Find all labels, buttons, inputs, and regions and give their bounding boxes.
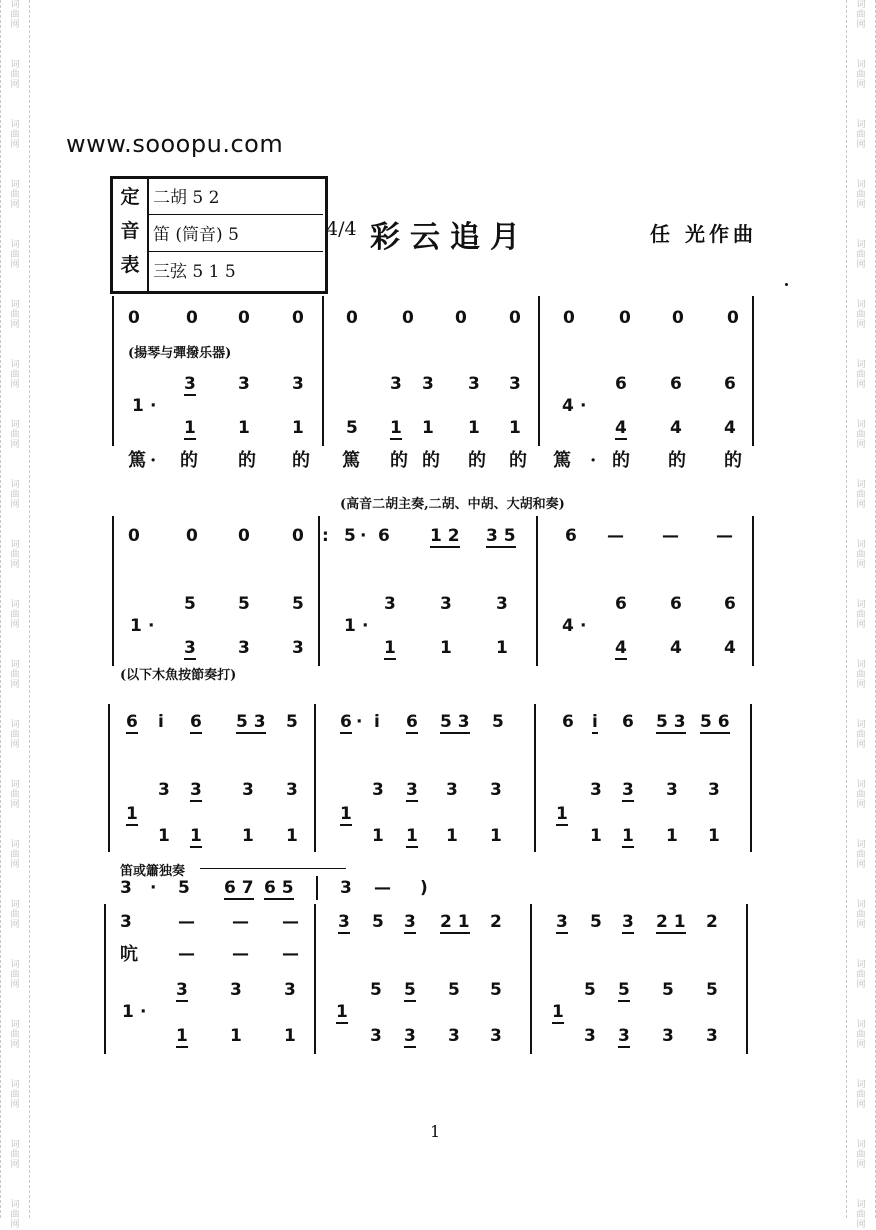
note-lower: 1 — [158, 826, 170, 846]
dot: · — [362, 616, 369, 636]
watermark-mark: 词 曲 网 — [10, 1020, 20, 1050]
watermark-mark: 词 曲 网 — [856, 0, 866, 30]
barline — [750, 704, 752, 852]
note-upper: 3 — [184, 374, 196, 394]
note-lower: 1 — [446, 826, 458, 846]
barline — [534, 704, 536, 852]
watermark-mark: 词 曲 网 — [856, 240, 866, 270]
note: i — [592, 712, 598, 732]
note-lower: 1 — [622, 826, 634, 846]
lyric-syllable: 的 — [238, 450, 256, 471]
note-lower: 3 — [370, 1026, 382, 1046]
watermark-mark: 词 曲 网 — [856, 780, 866, 810]
note-lower: 1 — [509, 418, 521, 438]
lyric-syllable: 的 — [724, 450, 742, 471]
note: 2 1 — [440, 912, 470, 932]
note: — — [607, 526, 624, 546]
note: 0 — [238, 308, 250, 328]
lyric-syllable: 篤 — [553, 450, 571, 471]
note-lower: 1 — [384, 638, 396, 658]
watermark-mark: 词 曲 网 — [10, 600, 20, 630]
note-lower: 4 — [670, 418, 682, 438]
lyric-syllable: · — [590, 450, 597, 471]
note: 3 — [556, 912, 568, 932]
lyric-syllable: 的 — [422, 450, 440, 471]
note-lower: 3 — [238, 638, 250, 658]
note-upper: 3 — [390, 374, 402, 394]
dot: · — [140, 1002, 147, 1022]
lyric-syllable: 的 — [292, 450, 310, 471]
watermark-mark: 词 曲 网 — [856, 180, 866, 210]
tuning-table — [110, 176, 328, 294]
barline — [314, 904, 316, 1054]
barline — [752, 516, 754, 666]
note: 3 — [340, 878, 352, 898]
note-upper: 3 — [284, 980, 296, 1000]
note-upper: 3 — [666, 780, 678, 800]
lyric-syllable: 吭 — [120, 944, 138, 965]
lyric-syllable: 的 — [509, 450, 527, 471]
note: 2 1 — [656, 912, 686, 932]
tuning-label-char: 表 — [120, 254, 140, 276]
barline — [314, 704, 316, 852]
watermark-mark: 词 曲 网 — [10, 780, 20, 810]
note: 6 — [190, 712, 202, 732]
note: 0 — [186, 308, 198, 328]
note-upper: 5 — [370, 980, 382, 1000]
watermark-mark: 词 曲 网 — [10, 1200, 20, 1230]
note-upper: 5 — [184, 594, 196, 614]
dash-mark: — — [232, 944, 249, 964]
tuning-label — [113, 179, 149, 291]
system-brace — [112, 296, 114, 446]
note-lower: 1 — [590, 826, 602, 846]
note-lower: 3 — [448, 1026, 460, 1046]
note: i — [374, 712, 380, 732]
watermark-mark: 词 曲 网 — [856, 120, 866, 150]
note-upper: 3 — [468, 374, 480, 394]
watermark-mark: 词 曲 网 — [856, 540, 866, 570]
page-number: 1 — [430, 1122, 441, 1141]
watermark-mark: 词 曲 网 — [10, 480, 20, 510]
note: : — [322, 526, 329, 546]
note-upper: 3 — [622, 780, 634, 800]
note: 5 — [372, 912, 384, 932]
note-upper: 3 — [509, 374, 521, 394]
note-upper: 3 — [242, 780, 254, 800]
note-lead: 4 — [562, 396, 574, 416]
time-signature: 4/4 — [326, 218, 357, 240]
watermark-mark: 词 曲 网 — [856, 960, 866, 990]
note: 6 — [126, 712, 138, 732]
note: — — [232, 912, 249, 932]
note-lower: 3 — [584, 1026, 596, 1046]
note-upper: 3 — [292, 374, 304, 394]
note-lead: 1 — [344, 616, 356, 636]
note-lower: 1 — [242, 826, 254, 846]
note-lower: 1 — [406, 826, 418, 846]
barline — [316, 876, 318, 900]
note: 6 — [562, 712, 574, 732]
lyric-syllable: 的 — [180, 450, 198, 471]
watermark-mark: 词 曲 网 — [856, 1200, 866, 1230]
annotation-woodfish: (以下木魚按節奏打) — [120, 668, 237, 683]
note-lower: 3 — [706, 1026, 718, 1046]
note: · — [356, 712, 363, 732]
watermark-mark: 词 曲 网 — [10, 900, 20, 930]
watermark-mark: 词 曲 网 — [10, 1080, 20, 1110]
note: — — [178, 912, 195, 932]
note-lower: 1 — [286, 826, 298, 846]
barline — [746, 904, 748, 1054]
note-upper: 3 — [440, 594, 452, 614]
watermark-mark: 词 曲 网 — [10, 240, 20, 270]
note-lower: 3 — [618, 1026, 630, 1046]
note: 0 — [186, 526, 198, 546]
note-upper: 3 — [406, 780, 418, 800]
note-lower: 1 — [184, 418, 196, 438]
tuning-label-char: 定 — [120, 186, 140, 208]
lyric-syllable: 的 — [668, 450, 686, 471]
note-lower: 4 — [724, 418, 736, 438]
note: 2 — [706, 912, 718, 932]
note: 6 — [622, 712, 634, 732]
note: 3 — [622, 912, 634, 932]
watermark-mark: 词 曲 网 — [10, 60, 20, 90]
note-lower: 3 — [490, 1026, 502, 1046]
dot: · — [150, 396, 157, 416]
note: 0 — [128, 526, 140, 546]
note: 1 2 — [430, 526, 460, 546]
note-upper: 5 — [706, 980, 718, 1000]
note-upper: 3 — [422, 374, 434, 394]
note-lower: 1 — [176, 1026, 188, 1046]
note-upper: 3 — [158, 780, 170, 800]
note: 0 — [292, 526, 304, 546]
note: 5 — [590, 912, 602, 932]
watermark-mark: 词 曲 网 — [10, 360, 20, 390]
watermark-mark: 词 曲 网 — [10, 1140, 20, 1170]
note-lower: 4 — [670, 638, 682, 658]
note-lower: 1 — [292, 418, 304, 438]
note: 0 — [672, 308, 684, 328]
watermark-mark: 词 曲 网 — [10, 180, 20, 210]
note: — — [716, 526, 733, 546]
note-upper: 3 — [496, 594, 508, 614]
right-watermark-strip — [846, 0, 876, 1230]
note-upper: 6 — [670, 594, 682, 614]
system-brace — [112, 516, 114, 666]
dot: · — [580, 616, 587, 636]
note: — — [662, 526, 679, 546]
slur-line — [200, 868, 346, 869]
note-lower: 3 — [404, 1026, 416, 1046]
note-upper: 5 — [448, 980, 460, 1000]
note-upper: 5 — [238, 594, 250, 614]
note-upper: 6 — [724, 374, 736, 394]
note-upper: 3 — [490, 780, 502, 800]
note-lead: 4 — [562, 616, 574, 636]
annotation-percussion: (揚琴与彈撥乐器) — [128, 346, 232, 361]
note: 6 7 — [224, 878, 254, 898]
note: 6 5 — [264, 878, 294, 898]
tuning-row-erhu: 二胡 5 2 — [149, 179, 323, 215]
note: 5 6 — [700, 712, 730, 732]
dash-mark: — — [178, 944, 195, 964]
site-url: www.sooopu.com — [66, 130, 284, 158]
note-lead: 1 — [132, 396, 144, 416]
note-upper: 3 — [238, 374, 250, 394]
note-lead: 1 — [130, 616, 142, 636]
note-upper: 3 — [176, 980, 188, 1000]
note: 5 3 — [656, 712, 686, 732]
note: 6 — [340, 712, 352, 732]
barline — [538, 296, 540, 446]
note-lower: 1 — [468, 418, 480, 438]
watermark-mark: 词 曲 网 — [10, 840, 20, 870]
note-lower: 1 — [390, 418, 402, 438]
note-lower: 4 — [724, 638, 736, 658]
note-lead: 1 — [552, 1002, 564, 1022]
note-lead: 1 — [340, 804, 352, 824]
watermark-mark: 词 曲 网 — [856, 60, 866, 90]
note-lead: 1 — [556, 804, 568, 824]
note-lower: 1 — [490, 826, 502, 846]
note-lower: 3 — [184, 638, 196, 658]
tuning-label-char: 音 — [120, 220, 140, 242]
tuning-row-flute: 笛 (筒音) 5 — [149, 216, 323, 252]
barline — [530, 904, 532, 1054]
note-upper: 5 — [584, 980, 596, 1000]
watermark-mark: 词 曲 网 — [856, 1020, 866, 1050]
note: 0 — [509, 308, 521, 328]
lyric-syllable: · — [150, 450, 157, 471]
barline — [322, 296, 324, 446]
note: — — [374, 878, 391, 898]
composer: 任 光作曲 — [650, 222, 757, 246]
note: i — [158, 712, 164, 732]
note-lower: 1 — [666, 826, 678, 846]
note-upper: 6 — [724, 594, 736, 614]
watermark-mark: 词 曲 网 — [10, 540, 20, 570]
note: 0 — [292, 308, 304, 328]
watermark-mark: 词 曲 网 — [10, 660, 20, 690]
note: 0 — [346, 308, 358, 328]
note-upper: 3 — [446, 780, 458, 800]
lyric-syllable: 的 — [390, 450, 408, 471]
note: 3 — [404, 912, 416, 932]
note: · — [150, 878, 157, 898]
note: 3 — [120, 912, 132, 932]
note-upper: 5 — [662, 980, 674, 1000]
note-upper: 5 — [490, 980, 502, 1000]
note: 5 — [286, 712, 298, 732]
note-lower: 1 — [190, 826, 202, 846]
watermark-mark: 词 曲 网 — [856, 480, 866, 510]
note: 3 — [120, 878, 132, 898]
note-upper: 3 — [230, 980, 242, 1000]
dot: · — [580, 396, 587, 416]
watermark-mark: 词 曲 网 — [856, 1140, 866, 1170]
note-upper: 3 — [372, 780, 384, 800]
dot: · — [148, 616, 155, 636]
system-brace — [108, 704, 110, 852]
note-lower: 1 — [238, 418, 250, 438]
note: 0 — [128, 308, 140, 328]
watermark-mark: 词 曲 网 — [10, 720, 20, 750]
watermark-mark: 词 曲 网 — [856, 840, 866, 870]
note: 0 — [727, 308, 739, 328]
note-lower: 1 — [496, 638, 508, 658]
watermark-mark: 词 曲 网 — [856, 600, 866, 630]
note: 6 — [406, 712, 418, 732]
note-upper: 6 — [615, 594, 627, 614]
left-watermark-strip — [0, 0, 30, 1230]
lyric-syllable: 篤 — [342, 450, 360, 471]
lyric-syllable: 篤 — [128, 450, 146, 471]
note: 0 — [563, 308, 575, 328]
note: 3 5 — [486, 526, 516, 546]
note-upper: 5 — [618, 980, 630, 1000]
note-upper: 6 — [670, 374, 682, 394]
watermark-mark: 词 曲 网 — [856, 660, 866, 690]
note-lower: 1 — [422, 418, 434, 438]
note-lower: 5 — [346, 418, 358, 438]
watermark-mark: 词 曲 网 — [10, 0, 20, 30]
note-lead: 1 — [336, 1002, 348, 1022]
annotation-flute-solo: 笛或簫独奏 — [120, 864, 186, 879]
barline — [752, 296, 754, 446]
annotation-strings: (高音二胡主奏,二胡、中胡、大胡和奏) — [340, 497, 565, 512]
note-lower: 1 — [230, 1026, 242, 1046]
note: 5 — [178, 878, 190, 898]
watermark-mark: 词 曲 网 — [856, 300, 866, 330]
note-upper: 3 — [190, 780, 202, 800]
note-upper: 3 — [286, 780, 298, 800]
note: ) — [420, 878, 428, 898]
watermark-mark: 词 曲 网 — [856, 360, 866, 390]
tuning-row-sanxian: 三弦 5 1 5 — [153, 262, 236, 282]
system-brace — [104, 904, 106, 1054]
watermark-mark: 词 曲 网 — [856, 420, 866, 450]
note: 2 — [490, 912, 502, 932]
note: 6 — [565, 526, 577, 546]
lyric-syllable: 的 — [468, 450, 486, 471]
note: 3 — [338, 912, 350, 932]
note-upper: 3 — [590, 780, 602, 800]
note-upper: 3 — [384, 594, 396, 614]
note-lead: 1 — [122, 1002, 134, 1022]
note-lower: 1 — [440, 638, 452, 658]
note-lower: 1 — [372, 826, 384, 846]
barline — [318, 516, 320, 666]
note: 0 — [238, 526, 250, 546]
note-upper: 3 — [708, 780, 720, 800]
note-lower: 3 — [292, 638, 304, 658]
note: 5 3 — [236, 712, 266, 732]
note: 5 — [344, 526, 356, 546]
note: — — [282, 912, 299, 932]
note: 0 — [619, 308, 631, 328]
watermark-mark: 词 曲 网 — [856, 900, 866, 930]
note-lead: 1 — [126, 804, 138, 824]
watermark-mark: 词 曲 网 — [10, 300, 20, 330]
song-title: 彩云追月 — [370, 220, 530, 255]
note: 5 — [492, 712, 504, 732]
watermark-mark: 词 曲 网 — [856, 1080, 866, 1110]
dash-mark: — — [282, 944, 299, 964]
note: 5 3 — [440, 712, 470, 732]
note-lower: 1 — [284, 1026, 296, 1046]
note-upper: 6 — [615, 374, 627, 394]
note-lower: 4 — [615, 418, 627, 438]
note-lower: 1 — [708, 826, 720, 846]
stray-mark — [785, 283, 788, 286]
note: · — [360, 526, 367, 546]
note-upper: 5 — [404, 980, 416, 1000]
note: 0 — [402, 308, 414, 328]
watermark-mark: 词 曲 网 — [10, 960, 20, 990]
note-lower: 3 — [662, 1026, 674, 1046]
watermark-mark: 词 曲 网 — [10, 120, 20, 150]
watermark-mark: 词 曲 网 — [10, 420, 20, 450]
watermark-mark: 词 曲 网 — [856, 720, 866, 750]
note-upper: 5 — [292, 594, 304, 614]
barline — [536, 516, 538, 666]
lyric-syllable: 的 — [612, 450, 630, 471]
note: 0 — [455, 308, 467, 328]
note: 6 — [378, 526, 390, 546]
note-lower: 4 — [615, 638, 627, 658]
